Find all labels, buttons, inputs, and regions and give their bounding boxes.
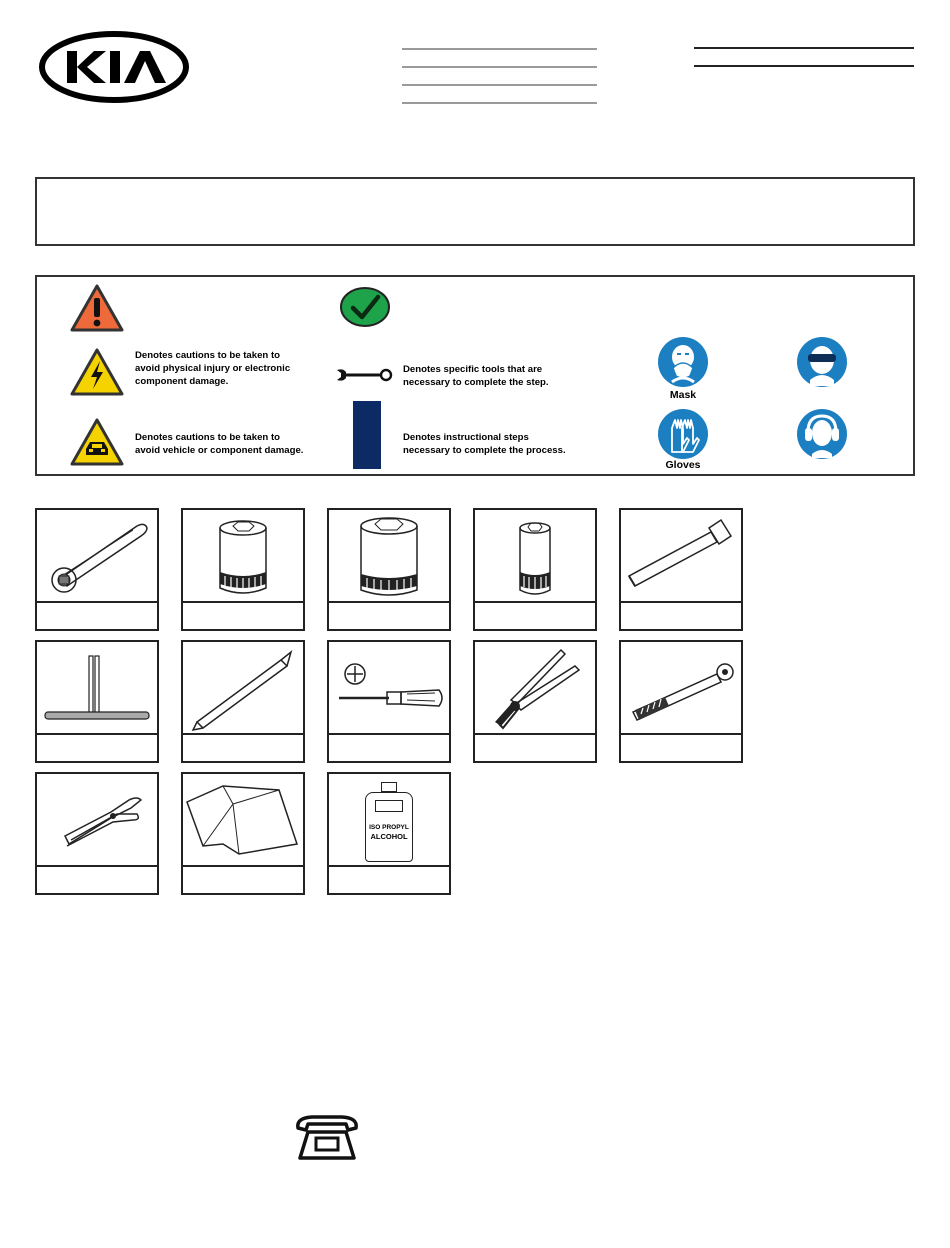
electrical-caution-text: Denotes cautions to be taken to avoid physical injury or electronic component damage.	[135, 350, 291, 387]
tools-legend-text: Denotes specific tools that are necessary to complete the step.	[403, 364, 549, 388]
tool-caption	[475, 601, 595, 629]
socket-medium-icon	[183, 510, 303, 603]
tool-card-torque-wrench	[619, 640, 743, 763]
ear-protection-ppe	[795, 408, 849, 460]
tool-caption	[621, 733, 741, 761]
wrench-icon	[335, 367, 393, 383]
mask-icon	[656, 336, 710, 388]
mask-ppe	[656, 336, 710, 388]
pick-tool-icon	[183, 642, 303, 735]
mask-label: Mask	[669, 389, 697, 401]
tool-card-ratchet	[35, 508, 159, 631]
telephone	[292, 1114, 362, 1162]
vehicle-caution-icon	[69, 417, 125, 467]
bottle-label-line1: ISO PROPYL	[369, 824, 409, 831]
tool-caption	[37, 865, 157, 893]
kia-logo	[38, 30, 190, 104]
tool-caption	[475, 733, 595, 761]
alcohol-bottle-icon	[329, 774, 449, 867]
ratchet-icon	[37, 510, 157, 603]
electrical-hazard-icon	[69, 347, 125, 397]
warning-exclamation	[69, 283, 125, 333]
t-handle-icon	[37, 642, 157, 735]
safety-glasses-icon	[795, 336, 849, 388]
vehicle-caution	[69, 417, 125, 467]
tool-card-screwdriver	[327, 640, 451, 763]
tool-caption	[329, 865, 449, 893]
header-field-line-3	[402, 84, 597, 86]
header-field-line-1	[402, 48, 597, 50]
tool-caption	[329, 733, 449, 761]
header-field-line-2	[402, 66, 597, 68]
socket-deep-icon	[475, 510, 595, 603]
tool-card-side-cutter	[473, 640, 597, 763]
tool-caption	[37, 601, 157, 629]
warning-exclamation-icon	[69, 283, 125, 333]
tool-card-cloth	[181, 772, 305, 895]
header-right-line-2	[694, 65, 914, 67]
legend-box	[35, 275, 915, 476]
gloves-ppe	[656, 408, 710, 460]
pliers-icon	[37, 774, 157, 867]
tool-card-socket-medium	[181, 508, 305, 631]
gloves-icon	[656, 408, 710, 460]
safety-glasses-ppe	[795, 336, 849, 388]
tool-caption	[183, 733, 303, 761]
electrical-hazard	[69, 347, 125, 397]
bottle-label-line2: ALCOHOL	[370, 832, 408, 841]
side-cutter-icon	[475, 642, 595, 735]
steps-legend-text: Denotes instructional steps necessary to complete the process.	[403, 432, 566, 456]
tool-card-socket-large	[327, 508, 451, 631]
instruction-bar-icon	[353, 401, 381, 469]
vehicle-caution-text: Denotes cautions to be taken to avoid vehicle or component damage.	[135, 432, 304, 456]
tool-caption	[37, 733, 157, 761]
ear-protection-icon	[795, 408, 849, 460]
kia-logo-icon	[38, 30, 190, 104]
green-check	[339, 286, 391, 328]
tool-card-pliers	[35, 772, 159, 895]
tool-caption	[183, 865, 303, 893]
gloves-label: Gloves	[665, 459, 701, 471]
tool-card-socket-deep	[473, 508, 597, 631]
extension-bar-icon	[621, 510, 741, 603]
tool-caption	[329, 601, 449, 629]
shop-cloth-icon	[183, 774, 303, 867]
tool-caption	[183, 601, 303, 629]
header-field-line-4	[402, 102, 597, 104]
tool-card-extension	[619, 508, 743, 631]
tool-card-alcohol	[327, 772, 451, 895]
wrench	[335, 367, 393, 383]
torque-wrench-icon	[621, 642, 741, 735]
tool-card-pick	[181, 640, 305, 763]
socket-large-icon	[329, 510, 449, 603]
phillips-screwdriver-icon	[329, 642, 449, 735]
tool-caption	[621, 601, 741, 629]
telephone-icon	[292, 1114, 362, 1162]
header-right-line-1	[694, 47, 914, 49]
green-check-icon	[339, 286, 391, 328]
tool-card-t-handle	[35, 640, 159, 763]
info-box	[35, 177, 915, 246]
